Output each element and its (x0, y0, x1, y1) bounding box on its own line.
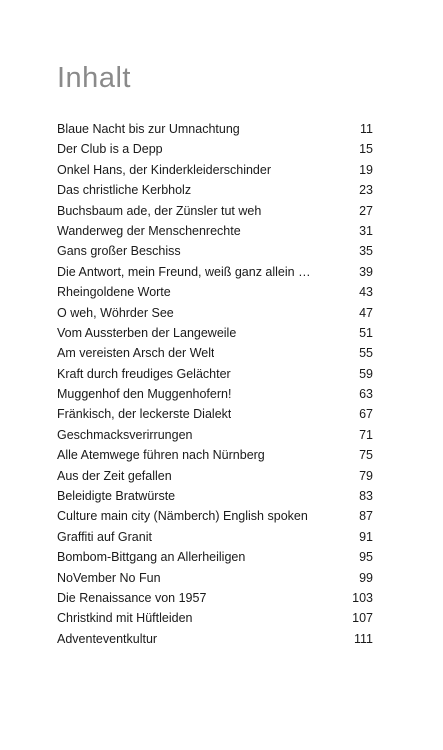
toc-entry-page-number: 27 (359, 203, 373, 218)
toc-entry (57, 588, 373, 608)
toc-entry-page-number: 99 (359, 570, 373, 585)
toc-entry-title: Geschmacksverirrungen (57, 427, 193, 442)
toc-entry (57, 527, 373, 547)
toc-entry-title: Der Club is a Depp (57, 142, 163, 157)
toc-entry-title: Muggenhof den Muggenhofern! (57, 387, 232, 402)
toc-entry (57, 466, 373, 486)
toc-entry (57, 506, 373, 526)
toc-entry (57, 221, 373, 241)
toc-entry (57, 343, 373, 363)
toc-entry (57, 547, 373, 567)
toc-entry-page-number: 67 (359, 407, 373, 422)
toc-entry-page-number: 51 (359, 325, 373, 340)
toc-entry (57, 323, 373, 343)
toc-entry-page-number: 15 (359, 142, 373, 157)
toc-entry-title: Bombom-Bittgang an Allerheiligen (57, 550, 246, 565)
toc-entry-title: O weh, Wöhrder See (57, 305, 174, 320)
toc-entry-title: Blaue Nacht bis zur Umnachtung (57, 122, 240, 136)
toc-entry-title: Buchsbaum ade, der Zünsler tut weh (57, 203, 262, 218)
toc-entry-title: Kraft durch freudiges Gelächter (57, 366, 231, 381)
toc-entry-title: Graffiti auf Granit (57, 529, 152, 544)
toc-entry (57, 303, 373, 323)
toc-entry-page-number: 11 (360, 122, 373, 136)
toc-entry-title: Christkind mit Hüftleiden (57, 611, 193, 626)
toc-entry-title: Das christliche Kerbholz (57, 183, 192, 198)
toc-entry (57, 119, 373, 139)
toc-entry-page-number: 83 (359, 489, 373, 504)
toc-entry-title: NoVember No Fun (57, 570, 161, 585)
toc-entry (57, 282, 373, 302)
toc-entry-page-number: 103 (352, 590, 373, 605)
toc-entry-title: Rheingoldene Worte (57, 285, 171, 300)
toc-entry-page-number: 71 (359, 427, 373, 442)
toc-entry-page-number: 39 (359, 264, 373, 279)
toc-entry (57, 201, 373, 221)
toc-entry-title: Die Antwort, mein Freund, weiß ganz allein … (57, 264, 311, 279)
toc-entry (57, 608, 373, 628)
toc-entry (57, 180, 373, 200)
toc-entry-title: Onkel Hans, der Kinderkleiderschinder (57, 162, 271, 177)
toc-entry (57, 364, 373, 384)
toc-entry (57, 241, 373, 261)
toc-entry (57, 404, 373, 424)
toc-heading: Inhalt (57, 62, 131, 94)
toc-entry-page-number: 19 (359, 162, 373, 177)
toc-entry-page-number: 75 (359, 448, 373, 463)
toc-entry-title: Alle Atemwege führen nach Nürnberg (57, 448, 265, 463)
toc-entry-page-number: 91 (359, 529, 373, 544)
toc-entry (57, 425, 373, 445)
toc-entry (57, 384, 373, 404)
toc-entry-title: Beleidigte Bratwürste (57, 489, 176, 504)
toc-entry-title: Die Renaissance von 1957 (57, 590, 207, 605)
toc-entry-page-number: 95 (359, 550, 373, 565)
toc-entry-title: Adventeventkultur (57, 631, 158, 646)
toc-entry (57, 629, 373, 649)
toc-entry-title: Aus der Zeit gefallen (57, 468, 172, 483)
toc-entry (57, 160, 373, 180)
toc-entry-page-number: 59 (359, 366, 373, 381)
toc-entry-title: Wanderweg der Menschenrechte (57, 223, 241, 238)
toc-entry (57, 262, 373, 282)
toc-entry (57, 139, 373, 159)
toc-entry-page-number: 107 (352, 611, 373, 626)
toc-entry-page-number: 47 (359, 305, 373, 320)
toc-entry-page-number: 87 (359, 509, 373, 524)
toc-entry-page-number: 79 (359, 468, 373, 483)
toc-entry-title: Fränkisch, der leckerste Dialekt (57, 407, 232, 422)
toc-entry-page-number: 43 (359, 285, 373, 300)
toc-entry-page-number: 63 (359, 387, 373, 402)
toc-entry-page-number: 35 (359, 244, 373, 259)
toc-entry-page-number: 23 (359, 183, 373, 198)
toc-entry (57, 568, 373, 588)
toc-entry-title: Vom Aussterben der Langeweile (57, 325, 237, 340)
toc-entry (57, 445, 373, 465)
toc-entry-title: Am vereisten Arsch der Welt (57, 346, 215, 361)
toc-entry-title: Gans großer Beschiss (57, 244, 181, 259)
toc-entry-page-number: 55 (359, 346, 373, 361)
toc-entry-page-number: 31 (359, 223, 373, 238)
toc-entry (57, 486, 373, 506)
toc-entry-page-number: 111 (353, 631, 373, 646)
toc-list (57, 119, 373, 649)
toc-entry-title: Culture main city (Nämberch) English spoken (57, 509, 308, 524)
